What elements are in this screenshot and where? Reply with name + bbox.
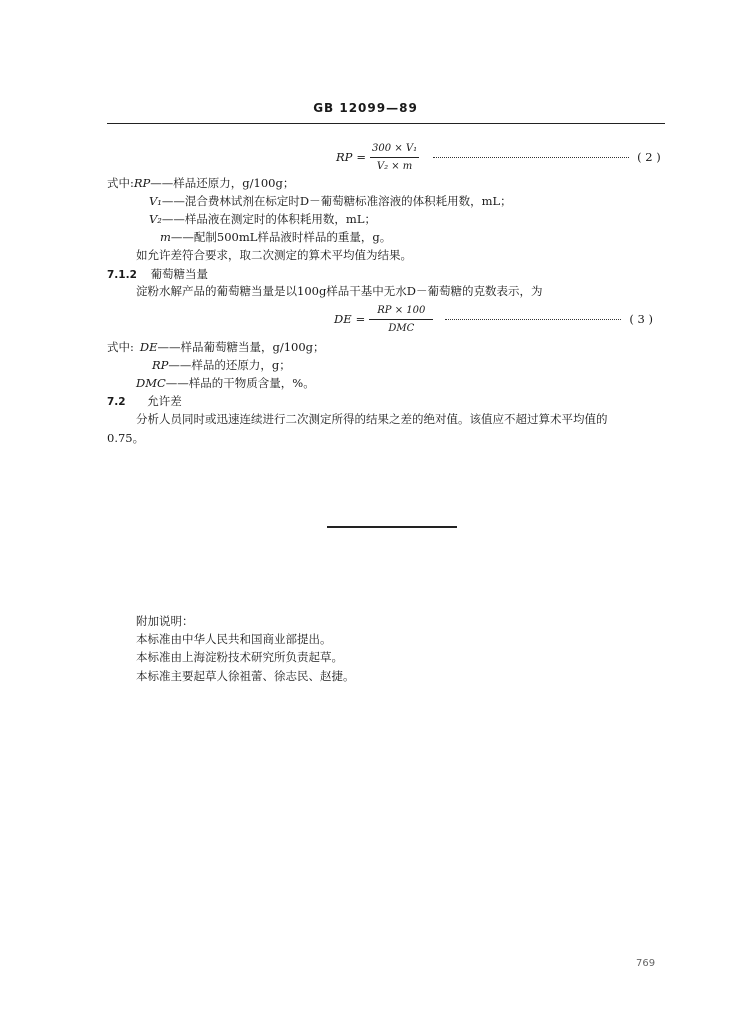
section-7-2-text-line1: 分析人员同时或迅速连续进行二次测定所得的结果之差的绝对值。该值应不超过算术平均值的 (136, 412, 608, 426)
where1-intro: 式中: (107, 176, 134, 190)
where2-dmc-line (136, 376, 315, 391)
appendix-line-2: 本标准由上海淀粉技术研究所负责起草。 (136, 650, 343, 664)
where1-v2-line (149, 212, 376, 227)
eq3-fraction (369, 303, 433, 336)
end-separator-rule (327, 526, 457, 528)
section-7-1-2-heading (107, 267, 208, 283)
where1-v2-symbol: V₂ (149, 212, 162, 226)
equation-3 (334, 303, 653, 336)
where2-dmc-text: ——样品的干物质含量，%。 (165, 376, 315, 390)
eq2-fraction (370, 141, 419, 174)
eq2-equals: = (356, 150, 367, 164)
eq3-equals: = (355, 312, 366, 326)
where1-v1-line (149, 194, 512, 209)
eq2-number: ( 2 ) (637, 150, 661, 164)
appendix-line-3: 本标准主要起草人徐祖蕾、徐志民、赵捷。 (136, 669, 355, 683)
section-7-2-text-line2: 0.75。 (107, 431, 145, 445)
where2-intro: 式中: (107, 340, 134, 354)
where2-rp-symbol: RP (152, 358, 169, 372)
where2-de-symbol: DE (139, 340, 158, 354)
equation-2 (336, 141, 661, 174)
where1-m-text: ——配制500mL样品液时样品的重量，g。 (170, 230, 392, 244)
eq3-denominator: DMC (388, 323, 415, 334)
eq2-leader-dots (433, 157, 629, 158)
section-7-2-title: 允许差 (147, 394, 182, 408)
section-7-2-heading (107, 394, 182, 410)
where1-m-symbol: m (160, 230, 171, 244)
page-header: GB 12099—89 (313, 101, 418, 115)
section-7-1-2-number: 7.1.2 (107, 269, 137, 281)
section-7-1-2-text: 淀粉水解产品的葡萄糖当量是以100g样品干基中无水D－葡萄糖的克数表示，为 (136, 284, 543, 298)
eq3-leader-dots (445, 319, 621, 320)
eq3-numerator: RP × 100 (369, 303, 433, 320)
where1-v2-text: ——样品液在测定时的体积耗用数，mL； (161, 212, 376, 226)
eq2-numerator: 300 × V₁ (370, 141, 419, 158)
header-rule (107, 123, 665, 124)
eq2-lhs: RP (336, 150, 353, 164)
eq3-number: ( 3 ) (629, 312, 653, 326)
where1-rp-line (107, 176, 294, 191)
where2-de-line (107, 340, 325, 355)
where1-m-line (160, 230, 391, 245)
appendix-title: 附加说明： (136, 614, 194, 628)
where1-v1-symbol: V₁ (149, 194, 162, 208)
where2-de-text: ——样品葡萄糖当量，g/100g； (157, 340, 325, 354)
appendix-line-1: 本标准由中华人民共和国商业部提出。 (136, 632, 332, 646)
eq3-lhs: DE (334, 312, 352, 326)
where1-rp-symbol: RP (133, 176, 151, 190)
where1-rp-text: ——样品还原力，g/100g； (150, 176, 295, 190)
section-7-1-2-title: 葡萄糖当量 (150, 267, 209, 281)
eq2-denominator: V₂ × m (376, 161, 413, 172)
page-number: 769 (636, 958, 656, 969)
where1-v1-text: ——混合费林试剂在标定时D－葡萄糖标准溶液的体积耗用数，mL； (161, 194, 512, 208)
where2-dmc-symbol: DMC (136, 376, 166, 390)
where2-rp-text: ——样品的还原力，g； (168, 358, 291, 372)
where2-rp-line (152, 358, 291, 373)
tolerance-note: 如允许差符合要求，取二次测定的算术平均值为结果。 (136, 248, 412, 262)
section-7-2-number: 7.2 (107, 396, 126, 408)
